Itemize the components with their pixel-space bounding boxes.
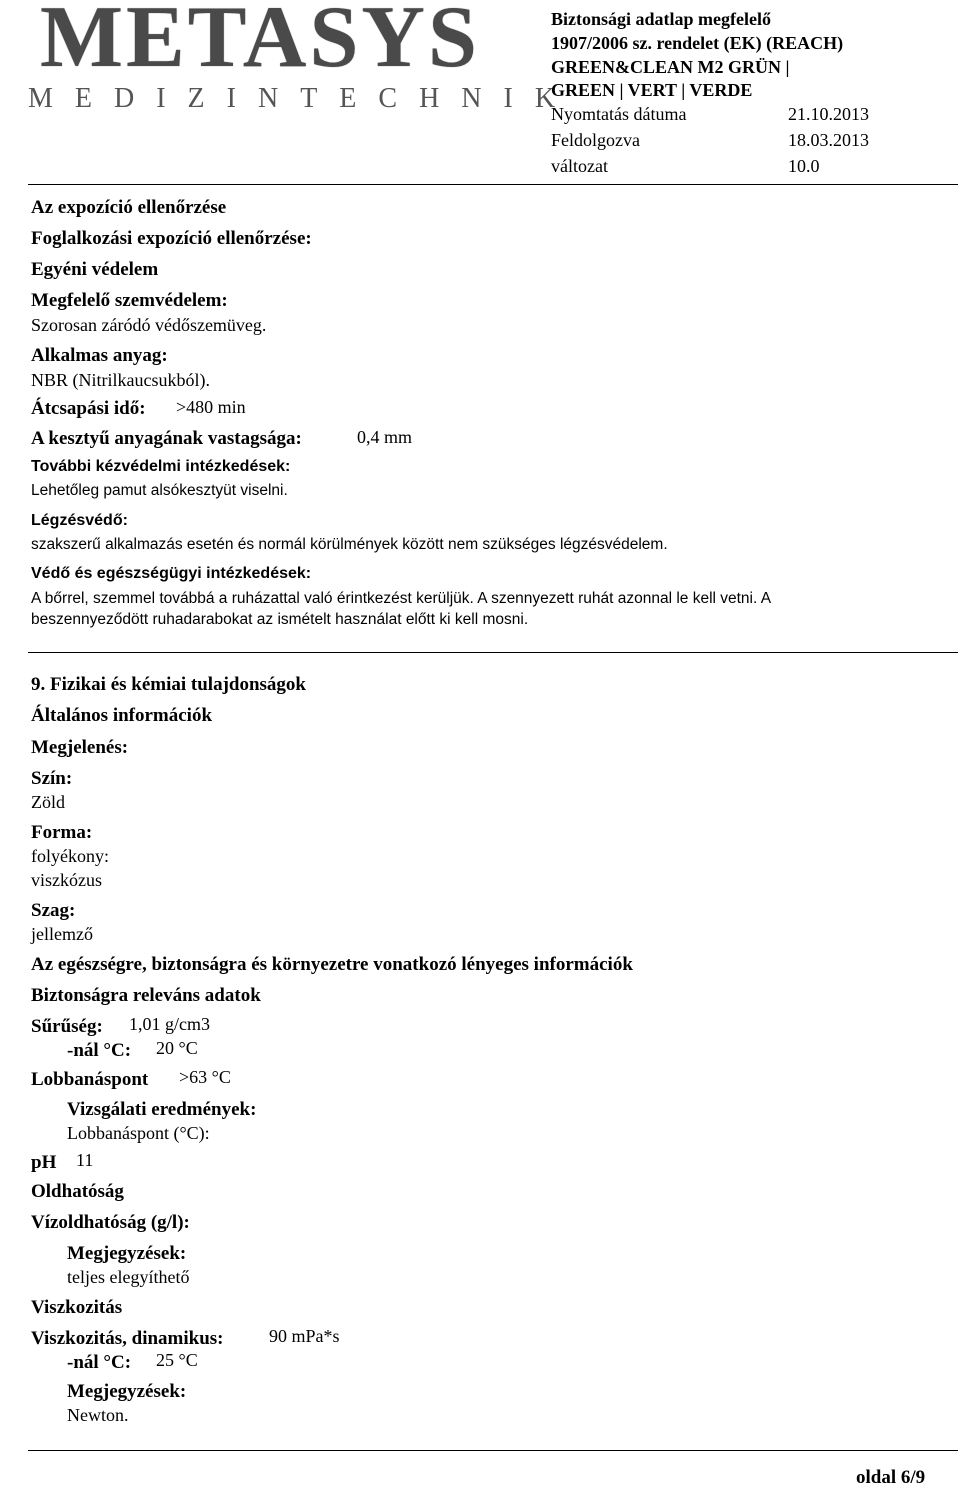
appearance-label: Megjelenés: (31, 737, 129, 758)
viscosity-temp-value: 25 °C (156, 1350, 198, 1370)
individual-protection-heading: Egyéni védelem (31, 259, 159, 280)
thickness-value: 0,4 mm (357, 427, 413, 447)
revised-label: Feldolgozva (551, 130, 640, 150)
dynamic-viscosity-label: Viszkozitás, dinamikus: (31, 1328, 224, 1349)
odor-label: Szag: (31, 900, 76, 921)
density-value: 1,01 g/cm3 (129, 1014, 210, 1034)
material-label: Alkalmas anyag: (31, 345, 168, 366)
viscosity-heading: Viszkozitás (31, 1297, 123, 1318)
section9-title: 9. Fizikai és kémiai tulajdonságok (31, 674, 306, 695)
breakthrough-label: Átcsapási idő: (31, 398, 146, 419)
occupational-control-heading: Foglalkozási expozíció ellenőrzése: (31, 228, 312, 249)
density-label: Sűrűség: (31, 1016, 103, 1037)
footer-divider (28, 1450, 958, 1451)
solubility-note-value: teljes elegyíthető (67, 1267, 190, 1287)
general-info-heading: Általános információk (31, 705, 213, 726)
flashpoint-value: >63 °C (179, 1067, 231, 1087)
viscosity-note-value: Newton. (67, 1405, 129, 1425)
solubility-notes-label: Megjegyzések: (67, 1243, 187, 1264)
section-divider (28, 652, 958, 653)
form-value-line2: viszkózus (31, 870, 102, 890)
solubility-heading: Oldhatóság (31, 1181, 124, 1202)
revised-date: 18.03.2013 (788, 130, 869, 150)
ph-label: pH (31, 1152, 57, 1173)
density-temp-label: -nál °C: (67, 1040, 132, 1061)
viscosity-notes-label: Megjegyzések: (67, 1381, 187, 1402)
medizintechnik-logo-text (28, 84, 577, 114)
hygiene-label: Védő és egészségügyi intézkedések: (31, 565, 312, 582)
color-value: Zöld (31, 792, 65, 812)
hand-measures-value: Lehetőleg pamut alsókesztyüt viselni. (31, 482, 288, 499)
test-results-label: Vizsgálati eredmények: (67, 1099, 257, 1120)
sds-title-line2: 1907/2006 sz. rendelet (EK) (REACH) (551, 33, 844, 53)
metasys-logo: METASYS (40, 0, 480, 86)
version-label: változat (551, 156, 608, 176)
eye-protection-label: Megfelelő szemvédelem: (31, 290, 228, 311)
exposure-control-heading: Az expozíció ellenőrzése (31, 197, 227, 218)
hygiene-line2: beszennyeződött ruhadarabokat az ismételt használat előtt ki kell mosni. (31, 611, 529, 628)
header-divider (28, 184, 958, 185)
ph-value: 11 (76, 1150, 94, 1170)
version-number: 10.0 (788, 156, 820, 176)
print-date-label: Nyomtatás dátuma (551, 104, 687, 124)
breakthrough-value: >480 min (176, 397, 246, 417)
health-safety-heading: Az egészségre, biztonságra és környezetre vonatkozó lényeges információk (31, 954, 633, 975)
form-label: Forma: (31, 822, 93, 843)
viscosity-temp-label: -nál °C: (67, 1352, 132, 1373)
density-temp-value: 20 °C (156, 1038, 198, 1058)
color-label: Szín: (31, 768, 73, 789)
hygiene-line1: A bőrrel, szemmel továbbá a ruházattal való érintkezést kerüljük. A szennyezett ruhát azonnal le kell vetni. A (31, 590, 772, 607)
product-name-line2: GREEN | VERT | VERDE (551, 80, 753, 100)
safety-data-heading: Biztonságra releváns adatok (31, 985, 261, 1006)
water-solubility-label: Vízoldhatóság (g/l): (31, 1212, 190, 1233)
sds-title-line1: Biztonsági adatlap megfelelő (551, 9, 771, 29)
page-number: oldal 6/9 (856, 1467, 926, 1488)
dynamic-viscosity-value: 90 mPa*s (269, 1326, 340, 1346)
flashpoint-label: Lobbanáspont (31, 1069, 149, 1090)
print-date: 21.10.2013 (788, 104, 869, 124)
respiratory-label: Légzésvédő: (31, 512, 128, 529)
product-name-line1: GREEN&CLEAN M2 GRÜN | (551, 57, 790, 77)
thickness-label: A kesztyű anyagának vastagsága: (31, 428, 302, 449)
hand-measures-label: További kézvédelmi intézkedések: (31, 458, 291, 475)
material-value: NBR (Nitrilkaucsukból). (31, 370, 210, 390)
odor-value: jellemző (31, 924, 93, 944)
eye-protection-value: Szorosan záródó védőszemüveg. (31, 315, 267, 335)
test-results-value: Lobbanáspont (°C): (67, 1123, 210, 1143)
logo-subtitle: MEDIZINTECHNIK (28, 83, 578, 114)
form-value-line1: folyékony: (31, 846, 109, 866)
respiratory-value: szakszerű alkalmazás esetén és normál körülmények között nem szükséges légzésvédelem. (31, 536, 668, 553)
